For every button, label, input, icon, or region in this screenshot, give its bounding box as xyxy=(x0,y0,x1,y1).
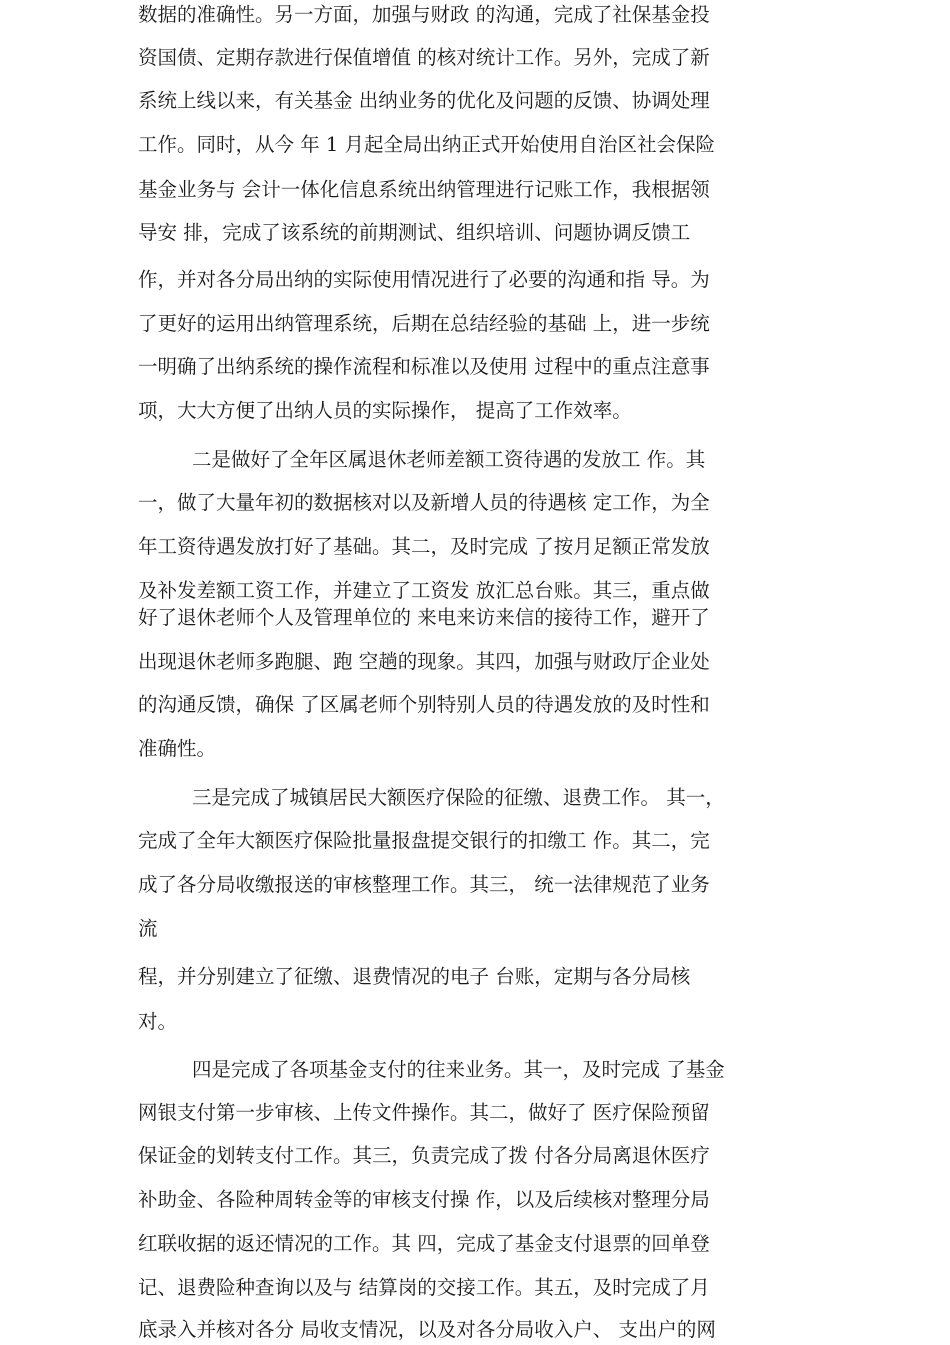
text-line: 工作。同时，从今 年 1 月起全局出纳正式开始使用自治区社会保险 xyxy=(138,133,716,156)
text-line: 基金业务与 会计一体化信息系统出纳管理进行记账工作，我根据领 xyxy=(138,178,710,201)
text-line: 的沟通反馈，确保 了区属老师个别特别人员的待遇发放的及时性和 xyxy=(138,693,710,716)
text-line: 底录入并核对各分 局收支情况，以及对各分局收入户、 支出户的网 xyxy=(138,1318,716,1341)
text-line: 流 xyxy=(138,917,158,940)
text-line: 数据的准确性。另一方面，加强与财政 的沟通，完成了社保基金投 xyxy=(138,3,710,26)
text-line: 资国债、定期存款进行保值增值 的核对统计工作。另外，完成了新 xyxy=(138,46,710,69)
text-line: 好了退休老师个人及管理单位的 来电来访来信的接待工作，避开了 xyxy=(138,606,710,629)
text-line: 程，并分别建立了征缴、退费情况的电子 台账，定期与各分局核 xyxy=(138,965,691,988)
text-line: 红联收据的返还情况的工作。其 四，完成了基金支付退票的回单登 xyxy=(138,1232,710,1255)
text-line: 二是做好了全年区属退休老师差额工资待遇的发放工 作。其 xyxy=(192,448,706,471)
text-line: 出现退休老师多跑腿、跑 空趟的现象。其四，加强与财政厅企业处 xyxy=(138,650,710,673)
text-line: 完成了全年大额医疗保险批量报盘提交银行的扣缴工 作。其二，完 xyxy=(138,829,710,852)
text-line: 一，做了大量年初的数据核对以及新增人员的待遇核 定工作，为全 xyxy=(138,491,710,514)
text-line: 补助金、各险种周转金等的审核支付操 作，以及后续核对整理分局 xyxy=(138,1188,710,1211)
text-line: 作，并对各分局出纳的实际使用情况进行了必要的沟通和指 导。为 xyxy=(138,268,710,291)
text-line: 四是完成了各项基金支付的往来业务。其一，及时完成 了基金 xyxy=(192,1058,725,1081)
text-line: 对。 xyxy=(138,1010,178,1033)
text-line: 导安 排，完成了该系统的前期测试、组织培训、问题协调反馈工 xyxy=(138,221,691,244)
text-line: 成了各分局收缴报送的审核整理工作。其三， 统一法律规范了业务 xyxy=(138,873,710,896)
text-line: 记、退费险种查询以及与 结算岗的交接工作。其五，及时完成了月 xyxy=(138,1276,710,1299)
text-line: 项，大大方便了出纳人员的实际操作， 提高了工作效率。 xyxy=(138,399,632,422)
text-line: 年工资待遇发放打好了基础。其二，及时完成 了按月足额正常发放 xyxy=(138,535,710,558)
text-line: 三是完成了城镇居民大额医疗保险的征缴、退费工作。 其一， xyxy=(192,786,725,809)
text-line: 准确性。 xyxy=(138,737,217,760)
text-line: 及补发差额工资工作，并建立了工资发 放汇总台账。其三，重点做 xyxy=(138,579,710,602)
text-line: 网银支付第一步审核、上传文件操作。其二，做好了 医疗保险预留 xyxy=(138,1101,710,1124)
text-line: 一明确了出纳系统的操作流程和标准以及使用 过程中的重点注意事 xyxy=(138,355,710,378)
text-line: 系统上线以来，有关基金 出纳业务的优化及问题的反馈、协调处理 xyxy=(138,89,710,112)
text-line: 了更好的运用出纳管理系统，后期在总结经验的基础 上，进一步统 xyxy=(138,312,710,335)
text-line: 保证金的划转支付工作。其三，负责完成了拨 付各分局离退休医疗 xyxy=(138,1144,710,1167)
